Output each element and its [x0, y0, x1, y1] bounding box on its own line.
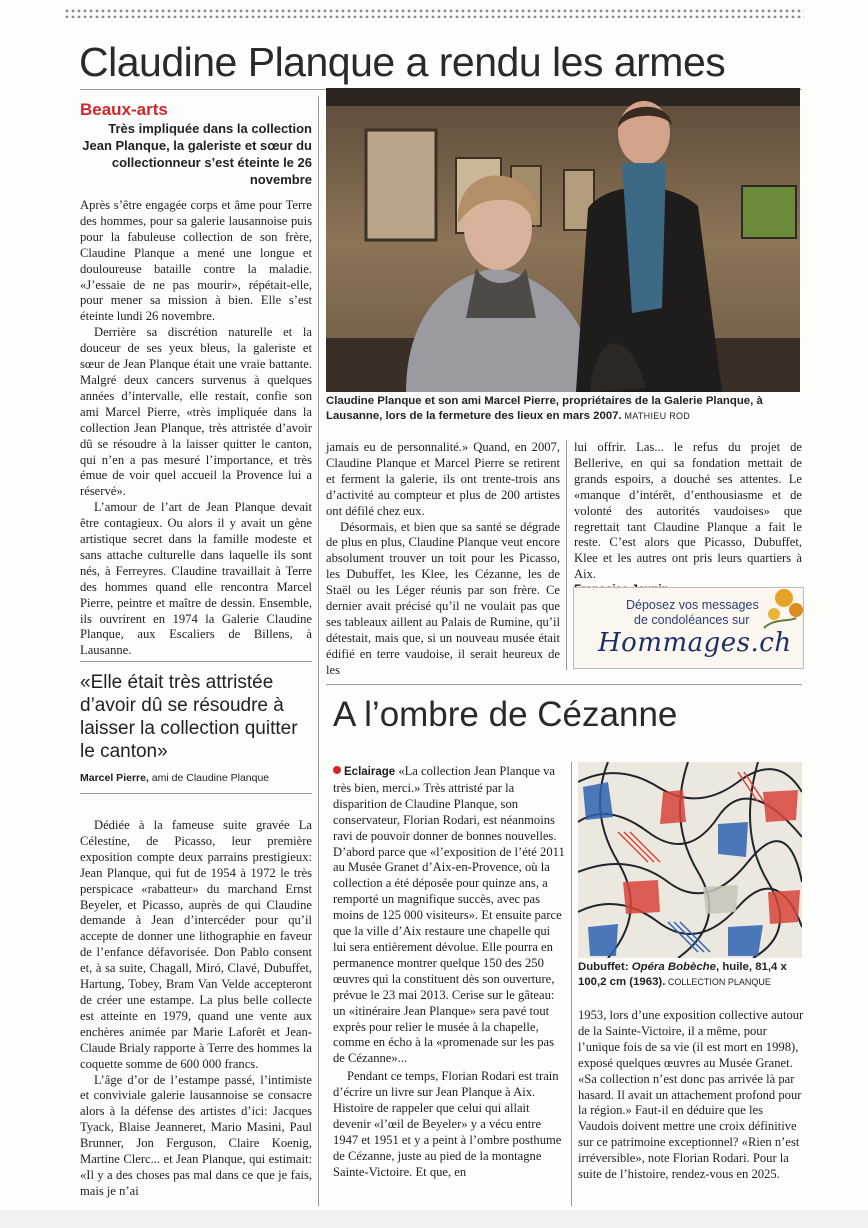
- paragraph: Dédiée à la fameuse suite gravée La Célestine, de Picasso, leur première exposition compte deux parrains prestigieux: Jean Planque, qui fut de 1954 à 1972 le très perspicace «rabatteur» du marchand Ernst Beyeler, et Picasso, auprès de qui Claudine demande à Jean d’intercéder pour qu’il accepte de donner une lithographie en faveur de l’enfance défavorisée. Don Pablo consent et, à sa suite, Chagall, Miró, Clavé, Dubuffet, Hartung, Tobey, Bram Van Velde accepteront de créer une estampe. La plus belle collecte est atteinte en 1979, quand une vente aux enchères animée par Marie Laforêt et Jean-Claude Brialy rapporte à Terre des hommes la coquette somme de 600 000 francs.: [80, 818, 312, 1071]
- quote-rule-top: [80, 661, 312, 662]
- painting-credit: COLLECTION PLANQUE: [665, 977, 771, 987]
- photo-illustration: [326, 88, 800, 392]
- painting-caption: [578, 960, 804, 990]
- article-headline: Claudine Planque a rendu les armes: [79, 39, 726, 85]
- paragraph: Derrière sa discrétion naturelle et la douceur de ses yeux bleus, la galeriste et sœur de Jean Planque était une vraie battante. Malgré deux cancers survenus à quelques années d’intervalle, elle restait, confie son ami Marcel Pierre, «très impliquée dans la collection Jean Planque, très attristée d’avoir dû se résoudre à la laisser quitter le canton, qui n’en a pas mesuré l’importance, et très émue de voir quel accueil la Provence lui a réservé».: [80, 325, 312, 499]
- sidebar-column-1: [333, 764, 565, 1181]
- sidebar-column-2: [578, 1008, 804, 1183]
- ad-line-2: de condoléances sur: [634, 613, 750, 627]
- paragraph: Désormais, et bien que sa santé se dégrade de plus en plus, Claudine Planque veut encore absolument trouver un toit pour les Picasso, les Dubuffet, les Klee, les Cézanne, les de Staël ou les Léger réunis par son frère. Ce dernier avait précisé qu’il ne voulait pas que ses tableaux aillent au Palais de Rumine, qu’il détestait, mais que, si un nouveau musée était édifié en terre vaudoise, il serait heureux de les: [326, 519, 560, 677]
- photo-caption-text: Claudine Planque et son ami Marcel Pierre, propriétaires de la Galerie Planque, à Lausanne, lors de la fermeture des lieux en mars 2007.: [326, 395, 763, 422]
- quote-role: ami de Claudine Planque: [148, 772, 270, 784]
- photo-credit: MATHIEU ROD: [621, 411, 691, 421]
- ad-brand: Hommages.ch: [598, 628, 792, 658]
- paragraph: [333, 764, 565, 1067]
- quote-author: Marcel Pierre,: [80, 772, 149, 784]
- article-column-3: [574, 440, 802, 599]
- paragraph: L’âge d’or de l’estampe passé, l’intimiste et conviviale galerie lausannoise se consacre alors à la défense des artistes d’ici: Jacques Tyack, Blaise Jeanneret, Mario Masini, Paul Brunner, Jon Ferguson, Claire Koenig, Martine Clerc... et Jean Planque, qui estimait: «Il y a des choses pas mal dans ce que je fais, mais je n’ai: [80, 1072, 312, 1198]
- bottom-strip: [0, 1210, 868, 1228]
- column-separator: [566, 440, 567, 670]
- quote-rule-bottom: [80, 793, 312, 794]
- photo-caption: [326, 394, 802, 424]
- hommages-ad[interactable]: [573, 587, 804, 669]
- top-dot-strip: [64, 8, 804, 18]
- article-column-1: [80, 198, 312, 659]
- article-photo: [326, 88, 800, 392]
- paragraph: Après s’être engagée corps et âme pour Terre des hommes, pour sa galerie lausannoise puis pour la fabuleuse collection de son frère, Claudine Planque a mené une longue et douloureuse bataille contre la maladie. «J’essaie de ne pas mourir», répétait-elle, pour mener sa mission à bien. Elle s’est éteinte lundi 26 novembre.: [80, 198, 312, 324]
- quote-attribution: [80, 772, 269, 784]
- painting-illustration: [578, 762, 802, 958]
- paragraph: L’amour de l’art de Jean Planque devait être contagieux. Ou alors il y avait un gène artistique secret dans la famille modeste et sans attache culturelle dans laquelle ils sont nés, à Ferreyres. Claudine travaillait à Terre des hommes quand elle rencontra Marcel Pierre, peintre et maître de dessin. Ensemble, ils ouvrirent en 1974 la Galerie Claudine Planque, aux Escaliers de Billens, à Lausanne.: [80, 500, 312, 658]
- eclairage-label: Eclairage: [344, 766, 396, 778]
- section-kicker: Beaux-arts: [80, 100, 168, 119]
- caption-artist: Dubuffet:: [578, 961, 632, 973]
- ad-line-1: Déposez vos messages: [626, 598, 759, 612]
- article-lead: Très impliquée dans la collection Jean Planque, la galeriste et sœur du collectionneur s’est éteinte le 26 novembre: [82, 121, 312, 187]
- sidebar-rule: [326, 684, 802, 685]
- article-column-2: [326, 440, 560, 679]
- article-column-1-continued: [80, 818, 312, 1200]
- bullet-icon: [333, 766, 341, 774]
- column-separator: [571, 762, 572, 1206]
- paragraph: jamais eu de personnalité.» Quand, en 2007, Claudine Planque et Marcel Pierre se retirent et ferment la galerie, ils ont trente-trois ans d’activité au compteur et plus de 200 artistes ont défilé chez eux.: [326, 440, 560, 518]
- paragraph: 1953, lors d’une exposition collective autour de la Sainte-Victoire, il a même, pour l’unique fois de sa vie (il est mort en 1998), exposé quelques œuvres au Musée Granet. «Sa collection n’est donc pas arrivée là par hasard. Il avait un attachement profond pour la région.» Faut-il en déduire que les Vaudois doivent mettre une croix définitive sur ce patrimoine exceptionnel? «Rien n’est irréversible», note Florian Rodari. Pour la suite de l’histoire, rendez-vous en 2025.: [578, 1008, 804, 1182]
- pull-quote: «Elle était très attristée d’avoir dû se résoudre à laisser la collection quitter le canton»: [80, 672, 298, 762]
- sidebar-text: «La collection Jean Planque va très bien, merci.» Très attristé par la disparition de Claudine Planque, son conservateur, Florian Rodari, est néanmoins ravi de pouvoir donner de bonnes nouvelles. D’abord parce que «l’exposition de l’été 2011 au Musée Granet d’Aix-en-Provence, où la collection a été déposée pour quinze ans, a remporté un magnifique succès, avec pas moins de 125 000 visiteurs». Et ensuite parce que la ville d’Aix restaure une chapelle qui lui sera entièrement dévolue. Elle pourra en permanence montrer quelque 150 des 250 œuvres qui la constituent dès son ouverture, prévue le 23 mai 2013. Cerise sur le gâteau: un «itinéraire Jean Planque» sera pavé tout exprès pour relier le musée à la chapelle, comme en écho à la «promenade sur les pas de Cézanne»...: [333, 764, 565, 1066]
- column-separator: [318, 96, 319, 1206]
- caption-title: Opéra Bobèche: [631, 961, 716, 973]
- caption-details: , huile, 81,4 x 100,2 cm (1963).: [578, 961, 787, 988]
- paragraph: lui offrir. Las... le refus du projet de Bellerive, en qui sa fondation mettait de grands espoirs, a douché ses attentes. Le «manque d’intérêt, d’enthousiasme et de volonté des autorités vaudoises» que regrettait tant Claudine Planque a fait le reste. C’est alors que Picasso, Dubuffet, Klee et les autres ont pris leurs quartiers à Aix.: [574, 440, 802, 582]
- dubuffet-painting: [578, 762, 802, 958]
- sidebar-headline: A l’ombre de Cézanne: [333, 695, 678, 734]
- paragraph: Pendant ce temps, Florian Rodari est train d’écrire un livre sur Jean Planque à Aix. Histoire de rappeler que celui qui allait devenir «l’œil de Beyeler» y a vécu entre 1947 et 1951 et y a peint à l’ombre posthume de Cézanne, juste au pied de la montagne Sainte-Victoire. Et que, en: [333, 1069, 562, 1179]
